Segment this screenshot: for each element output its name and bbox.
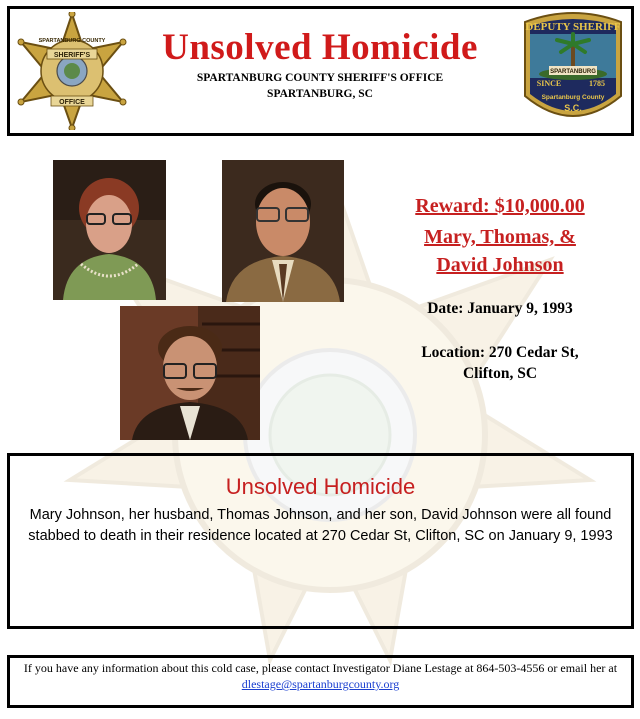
svg-text:SHERIFF'S: SHERIFF'S	[53, 52, 91, 59]
office-city: SPARTANBURG, SC	[267, 88, 373, 100]
svg-text:SINCE: SINCE	[536, 79, 562, 88]
sheriff-star-seal	[13, 12, 131, 130]
page-title: Unsolved Homicide	[162, 27, 478, 68]
contact-info	[14, 660, 627, 692]
svg-text:OFFICE: OFFICE	[59, 99, 85, 106]
reward-amount: Reward: $10,000.00	[415, 195, 585, 217]
svg-text:S.C.: S.C.	[564, 103, 582, 113]
victim-names-line2: David Johnson	[436, 254, 564, 276]
svg-text:DEPUTY SHERIFF: DEPUTY SHERIFF	[525, 21, 621, 33]
svg-text:1785: 1785	[589, 79, 605, 88]
deputy-sheriff-patch	[519, 10, 627, 128]
svg-text:SPARTANBURG COUNTY: SPARTANBURG COUNTY	[38, 38, 106, 44]
contact-email-link[interactable]: dlestage@spartanburgcounty.org	[241, 677, 400, 691]
incident-date: Date: January 9, 1993	[427, 300, 573, 317]
contact-text: If you have any information about this cold case, please contact Investigator Diane Lestage at 864-503-4556 or email her at	[23, 661, 618, 675]
incident-location-line2: Clifton, SC	[462, 365, 538, 382]
photo-thomas-johnson	[222, 160, 344, 302]
incident-location-line1: Location: 270 Cedar St,	[421, 344, 579, 361]
svg-text:SPARTANBURG: SPARTANBURG	[550, 69, 596, 75]
photo-david-johnson	[120, 306, 260, 440]
office-name: SPARTANBURG COUNTY SHERIFF'S OFFICE	[196, 72, 444, 84]
description-title: Unsolved Homicide	[225, 474, 416, 499]
photo-mary-johnson	[53, 160, 166, 300]
svg-text:Spartanburg County: Spartanburg County	[541, 94, 605, 101]
description-text: Mary Johnson, her husband, Thomas Johnson, and her son, David Johnson were all found stabbed to death in their residence located at 270 Cedar St, Clifton, SC on January 9, 1993	[28, 507, 613, 544]
victim-names-line1: Mary, Thomas, &	[424, 226, 576, 248]
